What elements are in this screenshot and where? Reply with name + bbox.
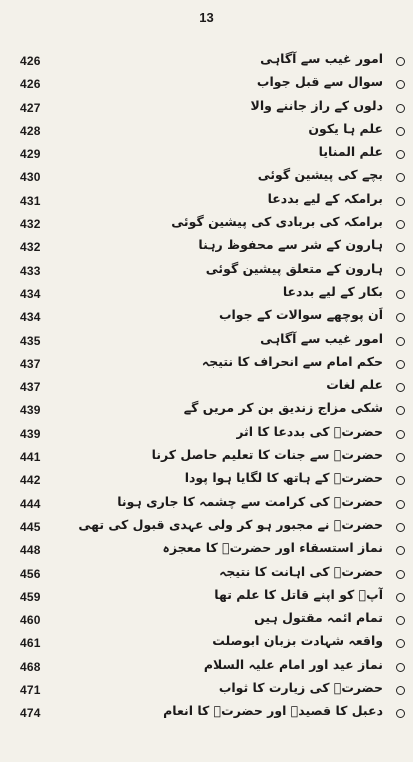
toc-entry	[0, 237, 413, 260]
toc-page-number: 445	[20, 519, 41, 534]
toc-title: برامکہ کی بربادی کی پیشین گوئی	[171, 214, 383, 230]
circle-bullet-icon	[396, 360, 405, 369]
toc-entry	[0, 331, 413, 354]
page-number: 13	[199, 10, 214, 25]
circle-bullet-icon	[396, 173, 405, 182]
toc-title: نمازِ استسقاء اور حضرتؑ کا معجزہ	[162, 540, 383, 556]
circle-bullet-icon	[396, 197, 405, 206]
toc-title: شکی مزاج زندیق بن کر مریں گے	[183, 400, 383, 416]
toc-page-number: 442	[20, 473, 41, 488]
toc-entry	[0, 284, 413, 307]
toc-page-number: 431	[20, 193, 41, 208]
toc-title: بکار کے لیے بددعا	[282, 283, 383, 299]
circle-bullet-icon	[396, 383, 405, 392]
toc-title: اَن پوچھے سوالات کے جواب	[218, 307, 383, 323]
toc-title: تمام ائمہ مقتول ہیں	[254, 610, 383, 626]
toc-entry	[0, 657, 413, 680]
toc-entry	[0, 540, 413, 563]
toc-entry	[0, 680, 413, 703]
toc-entry	[0, 74, 413, 97]
toc-page-number: 468	[20, 659, 41, 674]
circle-bullet-icon	[396, 500, 405, 509]
toc-title: واقعہ شہادت بزبانِ ابوصلت	[212, 633, 383, 649]
toc-title: بچے کی پیشین گوئی	[257, 167, 383, 183]
toc-entry	[0, 214, 413, 237]
circle-bullet-icon	[396, 290, 405, 299]
toc-page-number: 444	[20, 496, 41, 511]
toc-title: امور غیب سے آگاہی	[260, 330, 383, 346]
toc-entry	[0, 633, 413, 656]
toc-page-number: 439	[20, 426, 41, 441]
toc-title: حضرتؑ کی اہانت کا نتیجہ	[219, 563, 383, 579]
toc-page-number: 448	[20, 543, 41, 558]
toc-entry	[0, 51, 413, 74]
circle-bullet-icon	[396, 546, 405, 555]
toc-title: حضرتؑ سے جنات کا تعلیم حاصل کرنا	[151, 447, 383, 463]
circle-bullet-icon	[396, 686, 405, 695]
toc-entry	[0, 307, 413, 330]
toc-entry	[0, 121, 413, 144]
toc-title: برامکہ کے لیے بددعا	[267, 190, 383, 206]
circle-bullet-icon	[396, 709, 405, 718]
circle-bullet-icon	[396, 430, 405, 439]
toc-title: سوال سے قبل جواب	[256, 74, 383, 90]
circle-bullet-icon	[396, 639, 405, 648]
toc-page-number: 427	[20, 100, 41, 115]
circle-bullet-icon	[396, 104, 405, 113]
toc-entry	[0, 191, 413, 214]
circle-bullet-icon	[396, 80, 405, 89]
toc-entry	[0, 564, 413, 587]
toc-entry	[0, 167, 413, 190]
circle-bullet-icon	[396, 406, 405, 415]
toc-title: ہارون کے متعلق پیشین گوئی	[205, 260, 383, 276]
toc-entry	[0, 703, 413, 726]
circle-bullet-icon	[396, 476, 405, 485]
toc-entry	[0, 144, 413, 167]
circle-bullet-icon	[396, 593, 405, 602]
toc-entry	[0, 517, 413, 540]
toc-page-number: 437	[20, 356, 41, 371]
toc-page-number: 456	[20, 566, 41, 581]
toc-page-number: 430	[20, 170, 41, 185]
toc-title: حضرتؑ کی کرامت سے چشمہ کا جاری ہونا	[117, 493, 383, 509]
toc-title: حضرتؑ کے ہاتھ کا لگایا ہوا پودا	[184, 470, 383, 486]
circle-bullet-icon	[396, 267, 405, 276]
circle-bullet-icon	[396, 150, 405, 159]
circle-bullet-icon	[396, 243, 405, 252]
circle-bullet-icon	[396, 313, 405, 322]
toc-title: حضرتؑ کی زیارت کا ثواب	[218, 680, 383, 696]
toc-title: آپؑ کو اپنے قاتل کا علم تھا	[214, 586, 383, 602]
toc-title: علم لغات	[326, 377, 383, 393]
toc-page-number: 461	[20, 636, 41, 651]
circle-bullet-icon	[396, 57, 405, 66]
toc-page-number: 428	[20, 123, 41, 138]
toc-title: علم ہا یکون	[308, 120, 383, 136]
toc-title: دلوں کے راز جاننے والا	[250, 97, 383, 113]
toc-entry	[0, 354, 413, 377]
toc-page-number: 434	[20, 310, 41, 325]
circle-bullet-icon	[396, 570, 405, 579]
toc-page-number: 471	[20, 683, 41, 698]
toc-entry	[0, 400, 413, 423]
toc-title: حضرتؑ کی بددعا کا اثر	[236, 423, 383, 439]
circle-bullet-icon	[396, 663, 405, 672]
toc-page-number: 432	[20, 240, 41, 255]
toc-page-number: 439	[20, 403, 41, 418]
circle-bullet-icon	[396, 127, 405, 136]
toc-title: امور غیب سے آگاہی	[260, 51, 383, 66]
toc-page-number: 459	[20, 589, 41, 604]
toc-page-number: 435	[20, 333, 41, 348]
toc-title: حضرتؑ نے مجبور ہو کر ولی عہدی قبول کی تھی	[78, 516, 383, 532]
toc-title: حکمِ امام سے انحراف کا نتیجہ	[201, 353, 383, 369]
circle-bullet-icon	[396, 220, 405, 229]
circle-bullet-icon	[396, 453, 405, 462]
toc-entry	[0, 261, 413, 284]
toc-page-number: 432	[20, 217, 41, 232]
toc-page-number: 441	[20, 450, 41, 465]
toc-entry	[0, 587, 413, 610]
toc-entry	[0, 470, 413, 493]
toc-title: علم المنایا	[318, 144, 383, 160]
toc-entry	[0, 424, 413, 447]
toc-page-number: 426	[20, 54, 41, 68]
toc-entry	[0, 98, 413, 121]
toc-title: دعبل کا قصیدہ اور حضرتؑ کا انعام	[163, 703, 383, 719]
toc-title: نمازِ عید اور امام علیہ السلام	[203, 656, 383, 672]
toc-page-number: 426	[20, 77, 41, 92]
toc-entry	[0, 494, 413, 517]
circle-bullet-icon	[396, 337, 405, 346]
toc-page-number: 434	[20, 286, 41, 301]
toc-page-number: 429	[20, 147, 41, 162]
toc-page-number: 460	[20, 613, 41, 628]
table-of-contents	[0, 51, 413, 727]
circle-bullet-icon	[396, 523, 405, 532]
toc-entry	[0, 377, 413, 400]
circle-bullet-icon	[396, 616, 405, 625]
toc-entry	[0, 447, 413, 470]
toc-entry	[0, 610, 413, 633]
toc-page-number: 474	[20, 706, 41, 721]
toc-title: ہارون کے شر سے محفوظ رہنا	[198, 237, 383, 253]
toc-page-number: 437	[20, 380, 41, 395]
toc-page-number: 433	[20, 263, 41, 278]
